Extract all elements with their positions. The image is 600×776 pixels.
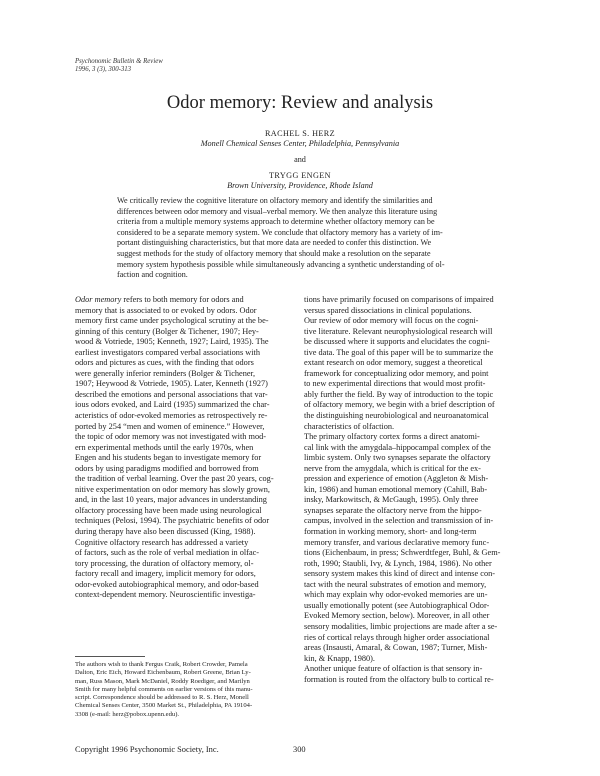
body-line: be discussed where it supports and elucidates the cogni- <box>304 337 490 347</box>
abstract-line: suggest methods for the study of olfactory memory that should make a resolution on the separate <box>117 248 431 258</box>
footnote-rule <box>75 656 145 657</box>
body-line: cal link with the amygdala–hippocampal complex of the <box>304 442 491 452</box>
abstract <box>117 196 497 281</box>
body-line: odor-evoked autobiographical memory, and odor-based <box>75 579 259 589</box>
body-line: acteristics of odor-evoked memories as retrospectively re- <box>75 411 268 421</box>
body-line: ported by 254 “men and women of eminence.” However, <box>75 421 265 431</box>
author-name: RACHEL S. HERZ <box>264 129 336 138</box>
footnote-line: Smith for many helpful comments on earlier versions of this manu- <box>75 685 253 693</box>
body-line: the tradition of verbal learning. Over the past 20 years, cog- <box>75 474 274 484</box>
body-line: sensory modalities, limbic projections are made after a se- <box>304 621 498 631</box>
body-line: 1907; Heywood & Votriede, 1905). Later, Kenneth (1927) <box>75 379 268 389</box>
body-line: Evoked Memory section, below). Moreover, in all other <box>304 611 490 621</box>
body-line: techniques (Pelosi, 1994). The psychiatric benefits of odor <box>75 516 270 526</box>
body-line: ably further the field. By way of introduction to the topic <box>304 389 494 399</box>
abstract-line: portant distinguishing characteristics, but that more data are needed to confer this distinction. We <box>117 238 432 248</box>
footnote-line: The authors wish to thank Fergus Craik, Robert Crowder, Pamela <box>75 661 248 668</box>
body-line: of factors, such as the role of verbal mediation in olfac- <box>75 548 260 558</box>
copyright-notice: Copyright 1996 Psychonomic Society, Inc. <box>75 745 219 754</box>
body-line: extant research on odor memory, suggest a theoretical <box>304 358 483 368</box>
body-line: described the emotions and personal associations that var- <box>75 389 268 399</box>
abstract-line: criteria from a multiple memory systems approach to determine whether olfactory memory can be <box>117 217 435 227</box>
body-line: Another unique feature of olfaction is that sensory in- <box>304 664 483 674</box>
body-line: wood & Votriede, 1905; Kenneth, 1927; Laird, 1935). The <box>75 337 269 347</box>
abstract-line: considered to be a separate memory system. We conclude that olfactory memory has a variety of im- <box>117 227 443 237</box>
body-line: tions have primarily focused on comparisons of impaired <box>304 295 494 304</box>
abstract-line: differences between odor memory and visual–verbal memory. We then analyze this literature using <box>117 206 438 216</box>
body-line: the distinguishing neurobiological and neuroanatomical <box>304 411 489 421</box>
body-line: characteristics of olfaction. <box>304 421 395 431</box>
body-line: ries of cortical relays through higher order associational <box>304 632 490 642</box>
body-line: areas (Insausti, Amaral, & Cowan, 1987; Turner, Mish- <box>304 643 488 653</box>
footnote-line: Dalton, Eric Eich, Howard Eichenbaum, Robert Greene, Brian Ly- <box>75 669 251 677</box>
author-name: TRYGG ENGEN <box>269 171 331 180</box>
footnote <box>75 661 300 719</box>
body-line: Our review of odor memory will focus on the cogni- <box>304 316 479 326</box>
term-emphasis: Odor memory <box>75 295 122 304</box>
body-line: kin, 1986) and human emotional memory (Cahill, Bab- <box>304 484 488 494</box>
paper-title: Odor memory: Review and analysis <box>166 93 434 113</box>
footnote-line: 3308 (e-mail: herz@pobox.upenn.edu). <box>75 710 180 718</box>
body-line: odors and pictures as cues, with the finding that odors <box>75 358 254 368</box>
body-line: formation is routed from the olfactory bulb to cortical re- <box>304 674 494 684</box>
body-line: to new experimental directions that would most profit- <box>304 379 486 389</box>
body-line: ern experimental methods until the early 1970s, when <box>75 442 254 452</box>
body-line: memory first came under psychological scrutiny at the be- <box>75 316 269 326</box>
footnote-line: man, Russ Mason, Mark McDaniel, Roddy Roediger, and Marilyn <box>75 677 250 685</box>
body-line <box>75 295 327 306</box>
journal-citation: 1996, 3 (3), 300-313 <box>75 66 132 74</box>
journal-header <box>75 58 163 75</box>
footnote-line: script. Correspondence should be addressed to R. S. Herz, Monell <box>75 694 249 702</box>
page-number: 300 <box>293 745 306 754</box>
body-line: tive literature. Relevant neurophysiological research will <box>304 326 493 336</box>
abstract-line: faction and cognition. <box>117 270 188 280</box>
body-line: The primary olfactory cortex forms a direct anatomi- <box>304 432 480 442</box>
body-line: campus, involved in the selection and transmission of in- <box>304 516 494 526</box>
body-line: roth, 1990; Staubli, Ivy, & Lynch, 1984, 1986). No other <box>304 558 492 568</box>
body-line: versus spared dissociations in clinical populations. <box>304 305 472 315</box>
body-line: nitive experimentation on odor memory has slowly grown, <box>75 484 270 494</box>
body-line: memory that is associated to or evoked by odors. Odor <box>75 305 257 315</box>
body-line: ginning of this century (Bolger & Tichener, 1907; Hey- <box>75 326 259 336</box>
footnote-line: Chemical Senses Center, 3500 Market St., Philadelphia, PA 19104- <box>75 702 253 710</box>
body-line: factory recall and imagery, implicit memory for odors, <box>75 569 256 579</box>
body-line: sensory system makes this kind of direct and intense con- <box>304 569 496 579</box>
author-affiliation: Brown University, Providence, Rhode Island <box>227 181 373 190</box>
body-line: earliest investigators compared verbal associations with <box>75 347 261 357</box>
body-line: ious odors evoked, and Laird (1935) summarized the char- <box>75 400 270 410</box>
body-column-left <box>75 295 327 601</box>
body-line: tions (Eichenbaum, in press; Schwerdtfeger, Buhl, & Gem- <box>304 548 501 558</box>
body-line: tact with the neural substrates of emotion and memory, <box>304 579 487 589</box>
body-line: formation in working memory, short- and long-term <box>304 527 477 537</box>
body-line: memory transfer, and various declarative memory func- <box>304 537 490 547</box>
abstract-line: We critically review the cognitive literature on olfactory memory and identify the similarities and <box>117 196 433 205</box>
body-line: which may explain why odor-evoked memories are un- <box>304 590 488 600</box>
author-separator: and <box>294 155 306 164</box>
body-line: kin, & Knapp, 1980). <box>304 653 375 663</box>
body-line: insky, Markowitsch, & McGaugh, 1995). Only three <box>304 495 479 505</box>
journal-name: Psychonomic Bulletin & Review <box>75 58 163 65</box>
body-line: olfactory processing have been made using neurological <box>75 505 262 515</box>
body-line: limbic system. Only two synapses separate the olfactory <box>304 453 491 463</box>
body-line: were generally inferior reminders (Bolger & Tichener, <box>75 368 256 378</box>
body-line: odors by using paradigms modified and borrowed from <box>75 463 259 473</box>
body-text: refers to both memory for odors and <box>121 295 244 304</box>
body-line: during therapy have also been discussed (King, 1988). <box>75 527 256 537</box>
body-line: synapses separate the olfactory nerve from the hippo- <box>304 505 482 515</box>
body-line: of olfactory memory, we begin with a brief description of <box>304 400 495 410</box>
body-line: framework for conceptualizing odor memory, and point <box>304 368 489 378</box>
body-line: context-dependent memory. Neuroscientific investiga- <box>75 590 256 600</box>
body-line: pression and experience of emotion (Aggleton & Mish- <box>304 474 489 484</box>
body-line: Engen and his students began to investigate memory for <box>75 453 262 463</box>
abstract-line: memory system hypothesis possible while simultaneously advancing a synthetic understanding of ol- <box>117 259 445 269</box>
body-line: usually emotionally potent (see Autobiographical Odor- <box>304 600 490 610</box>
body-column-right <box>304 295 556 685</box>
body-line: the topic of odor memory was not investigated with mod- <box>75 432 267 442</box>
body-line: tory processing, the duration of olfactory memory, ol- <box>75 558 254 568</box>
body-line: nerve from the amygdala, which is critical for the ex- <box>304 463 481 473</box>
author-affiliation: Monell Chemical Senses Center, Philadelphia, Pennsylvania <box>200 139 400 148</box>
body-line: tive data. The goal of this paper will be to summarize the <box>304 347 494 357</box>
body-line: Cognitive olfactory research has addressed a variety <box>75 537 249 547</box>
body-line: and, in the last 10 years, major advances in understanding <box>75 495 267 505</box>
